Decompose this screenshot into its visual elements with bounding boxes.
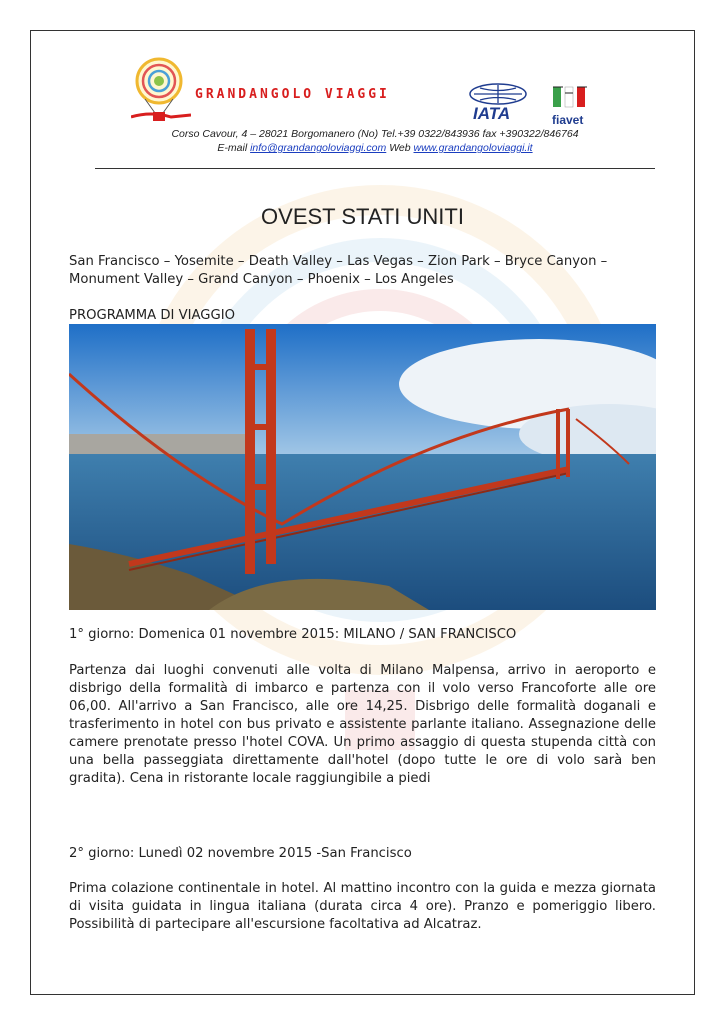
web-link[interactable]: www.grandangoloviaggi.it: [413, 142, 533, 154]
email-label: E-mail: [217, 142, 248, 154]
address-line: Corso Cavour, 4 – 28021 Borgomanero (No) Tel.+39 0322/843936 fax +390322/846764: [171, 128, 579, 140]
day2-heading: 2° giorno: Lunedì 02 novembre 2015 -San Francisco: [69, 846, 412, 861]
iata-label: IATA: [473, 104, 511, 123]
fiavet-label: fiavet: [552, 113, 584, 127]
day2-description: Prima colazione continentale in hotel. Al mattino incontro con la guida e mezza giornata di visita guidata in lingua italiana (durata circa 4 ore). Pranzo e pomeriggio libero. Possibilità di partecipare all'escursione facoltativa ad Alcatraz.: [69, 881, 656, 932]
golden-gate-bridge-photo: [69, 324, 656, 610]
iata-logo-icon: [468, 83, 528, 105]
balloon-logo-icon: [131, 55, 191, 125]
route-text: San Francisco – Yosemite – Death Valley – Las Vegas – Zion Park – Bryce Canyon – Monument Valley – Grand Canyon – Phoenix – Los Angeles: [69, 254, 608, 287]
email-link[interactable]: info@grandangoloviaggi.com: [250, 142, 387, 154]
header-divider: [95, 168, 655, 169]
day1-description: Partenza dai luoghi convenuti alle volta di Milano Malpensa, arrivo in aeroporto e disbrigo della formalità di imbarco e partenza con il volo verso Francoforte alle ore 06,00. All'arrivo a San Francisco, alle ore 14,25. Disbrigo delle formalità doganali e trasferimento in hotel con bus privato e assistente parlante italiano. Assegnazione delle camere prenotate presso l'hotel COVA. Un primo assaggio di questa stupenda città con una bella passeggiata direttamente dall'hotel (dopo tutte le ore di volo sarà ben gradita). Cena in ristorante locale raggiungibile a piedi: [69, 663, 656, 786]
letterhead: [95, 55, 655, 170]
brand-name: GRANDANGOLO VIAGGI: [195, 87, 390, 102]
day1-heading: 1° giorno: Domenica 01 novembre 2015: MILANO / SAN FRANCISCO: [69, 627, 517, 642]
contact-block: [95, 127, 655, 155]
contact-line: [95, 141, 655, 155]
fiavet-logo-icon: [551, 83, 591, 111]
web-label: Web: [389, 142, 411, 154]
page-title: OVEST STATI UNITI: [261, 204, 464, 229]
program-heading: PROGRAMMA DI VIAGGIO: [69, 308, 235, 323]
